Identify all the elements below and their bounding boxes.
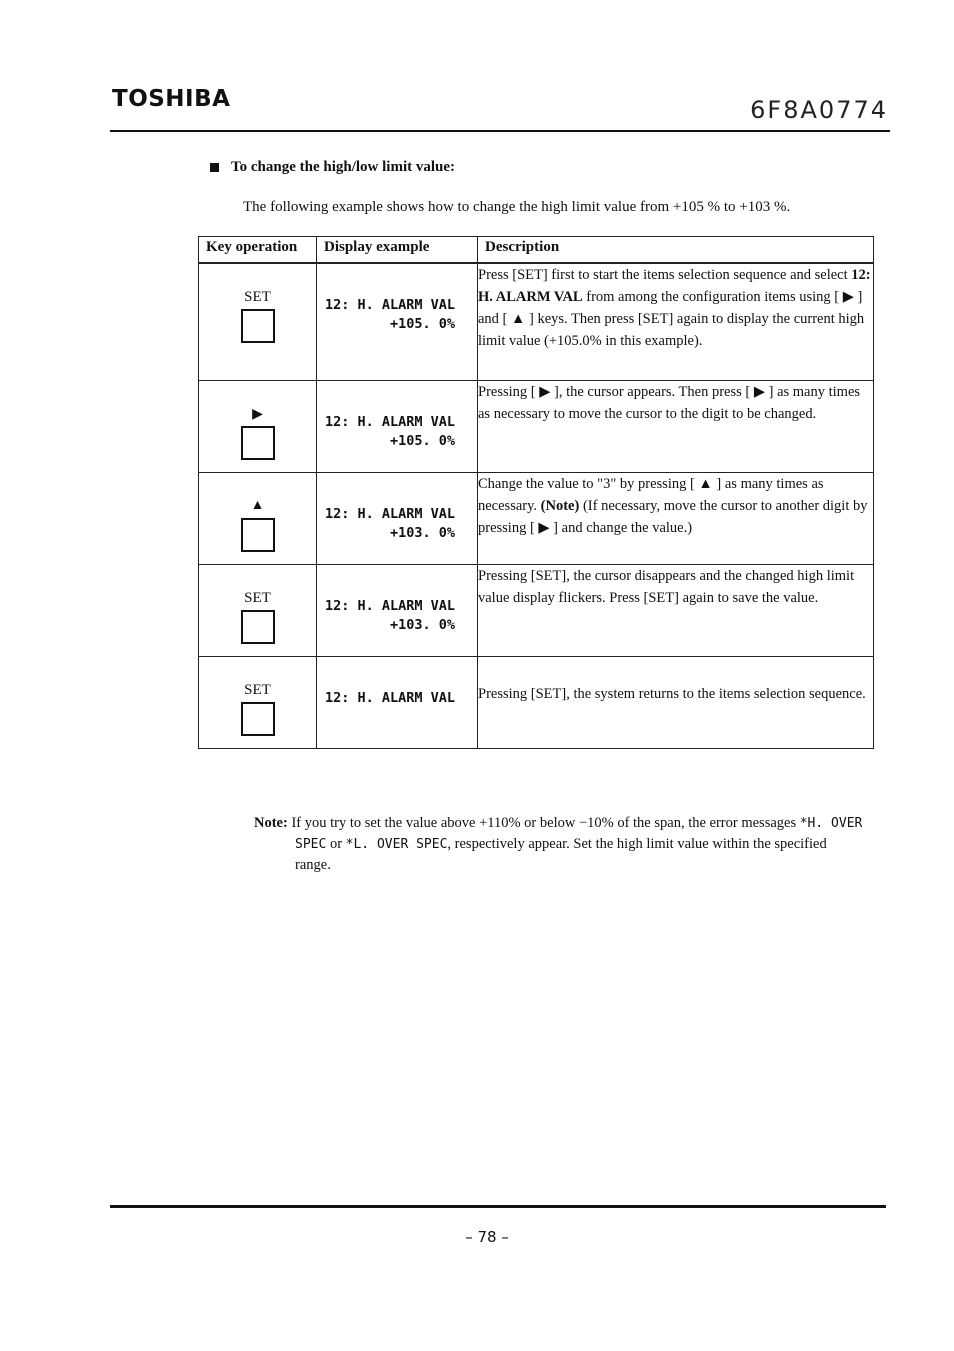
display-cell <box>317 564 478 656</box>
description-cell <box>478 380 874 472</box>
key-cell <box>199 564 317 656</box>
display-line: 12: H. ALARM VAL <box>325 505 456 522</box>
key-cell <box>199 380 317 472</box>
table-row <box>199 564 874 656</box>
display-value: +105. 0% <box>389 316 455 332</box>
description-text: Press [SET] first to start the items selection sequence and select <box>478 267 852 283</box>
table-row <box>199 380 874 472</box>
square-bullet-icon <box>210 163 219 172</box>
description-emphasis: 12: H. ALARM VAL <box>478 267 871 305</box>
key-label: SET <box>244 589 271 606</box>
header-display-example: Display example <box>317 237 478 264</box>
key-square-icon <box>241 309 275 343</box>
display-line: 12: H. ALARM VAL <box>325 689 456 706</box>
key-square-icon <box>241 610 275 644</box>
key-cell <box>199 472 317 564</box>
description-text: Pressing [SET], the system returns to the items selection sequence. <box>478 685 866 702</box>
display-cell <box>317 263 478 380</box>
key-label: SET <box>244 681 271 698</box>
description-cell <box>478 656 874 748</box>
key-square-icon <box>241 518 275 552</box>
error-message-high: *H. OVER SPEC <box>295 816 863 852</box>
display-line: 12: H. ALARM VAL <box>325 297 456 313</box>
display-line: 12: H. ALARM VAL <box>325 597 456 614</box>
header-description: Description <box>478 237 874 264</box>
error-message-low: *L. OVER SPEC <box>345 837 448 852</box>
header-key-operation: Key operation <box>199 237 317 264</box>
header-rule <box>110 130 890 132</box>
table-row <box>199 263 874 380</box>
table-header-row <box>199 237 874 264</box>
description-cell <box>478 564 874 656</box>
page-number: – 78 – <box>465 1228 509 1246</box>
description-emphasis: (Note) <box>540 497 580 514</box>
note-text: , respectively appear. Set the high limit value within the specified range. <box>295 836 827 873</box>
key-operation-table <box>198 236 874 749</box>
display-value: +103. 0% <box>389 524 455 541</box>
key-square-icon <box>241 702 275 736</box>
description-cell <box>478 472 874 564</box>
display-cell <box>317 380 478 472</box>
description-cell <box>478 263 874 380</box>
description-text: Pressing [ ▶ ], the cursor appears. Then press [ ▶ ] as many times as necessary to move the cursor to the digit to be changed. <box>478 383 861 422</box>
table-row <box>199 656 874 748</box>
key-cell <box>199 656 317 748</box>
document-number: 6F8A0774 <box>750 96 888 124</box>
note-text: If you try to set the value above +110% or below −10% of the span, the error messages <box>287 815 800 831</box>
section-title: To change the high/low limit value: <box>231 159 456 175</box>
description-text: from among the configuration items using [ ▶ ] and [ ▲ ] keys. Then press [SET] again to display the current high limit value (+105.0% in this example). <box>478 289 865 349</box>
description-text: (If necessary, move the cursor to another digit by pressing [ ▶ ] and change the value.) <box>478 497 868 536</box>
description-text: Change the value to "3" by pressing [ ▲ ] as many times as necessary. <box>478 475 824 514</box>
display-cell <box>317 472 478 564</box>
section-heading <box>210 159 455 176</box>
display-value: +105. 0% <box>389 432 455 449</box>
description-text: Pressing [SET], the cursor disappears and the changed high limit value display flickers. Press [SET] again to save the value. <box>478 567 855 606</box>
display-line: 12: H. ALARM VAL <box>325 413 456 430</box>
display-value: +103. 0% <box>389 616 455 633</box>
note-label: Note: <box>254 815 288 831</box>
up-arrow-icon: ▲ <box>250 497 265 513</box>
note-text: or <box>326 836 346 852</box>
key-cell <box>199 263 317 380</box>
table-row <box>199 472 874 564</box>
brand-logo: TOSHIBA <box>112 86 231 112</box>
key-square-icon <box>241 426 275 460</box>
key-label: SET <box>244 289 271 305</box>
footer-rule <box>110 1205 886 1208</box>
note-block <box>254 813 864 876</box>
display-cell <box>317 656 478 748</box>
intro-paragraph: The following example shows how to change the high limit value from +105 % to +103 %. <box>243 199 791 215</box>
right-arrow-icon: ▶ <box>252 406 263 422</box>
